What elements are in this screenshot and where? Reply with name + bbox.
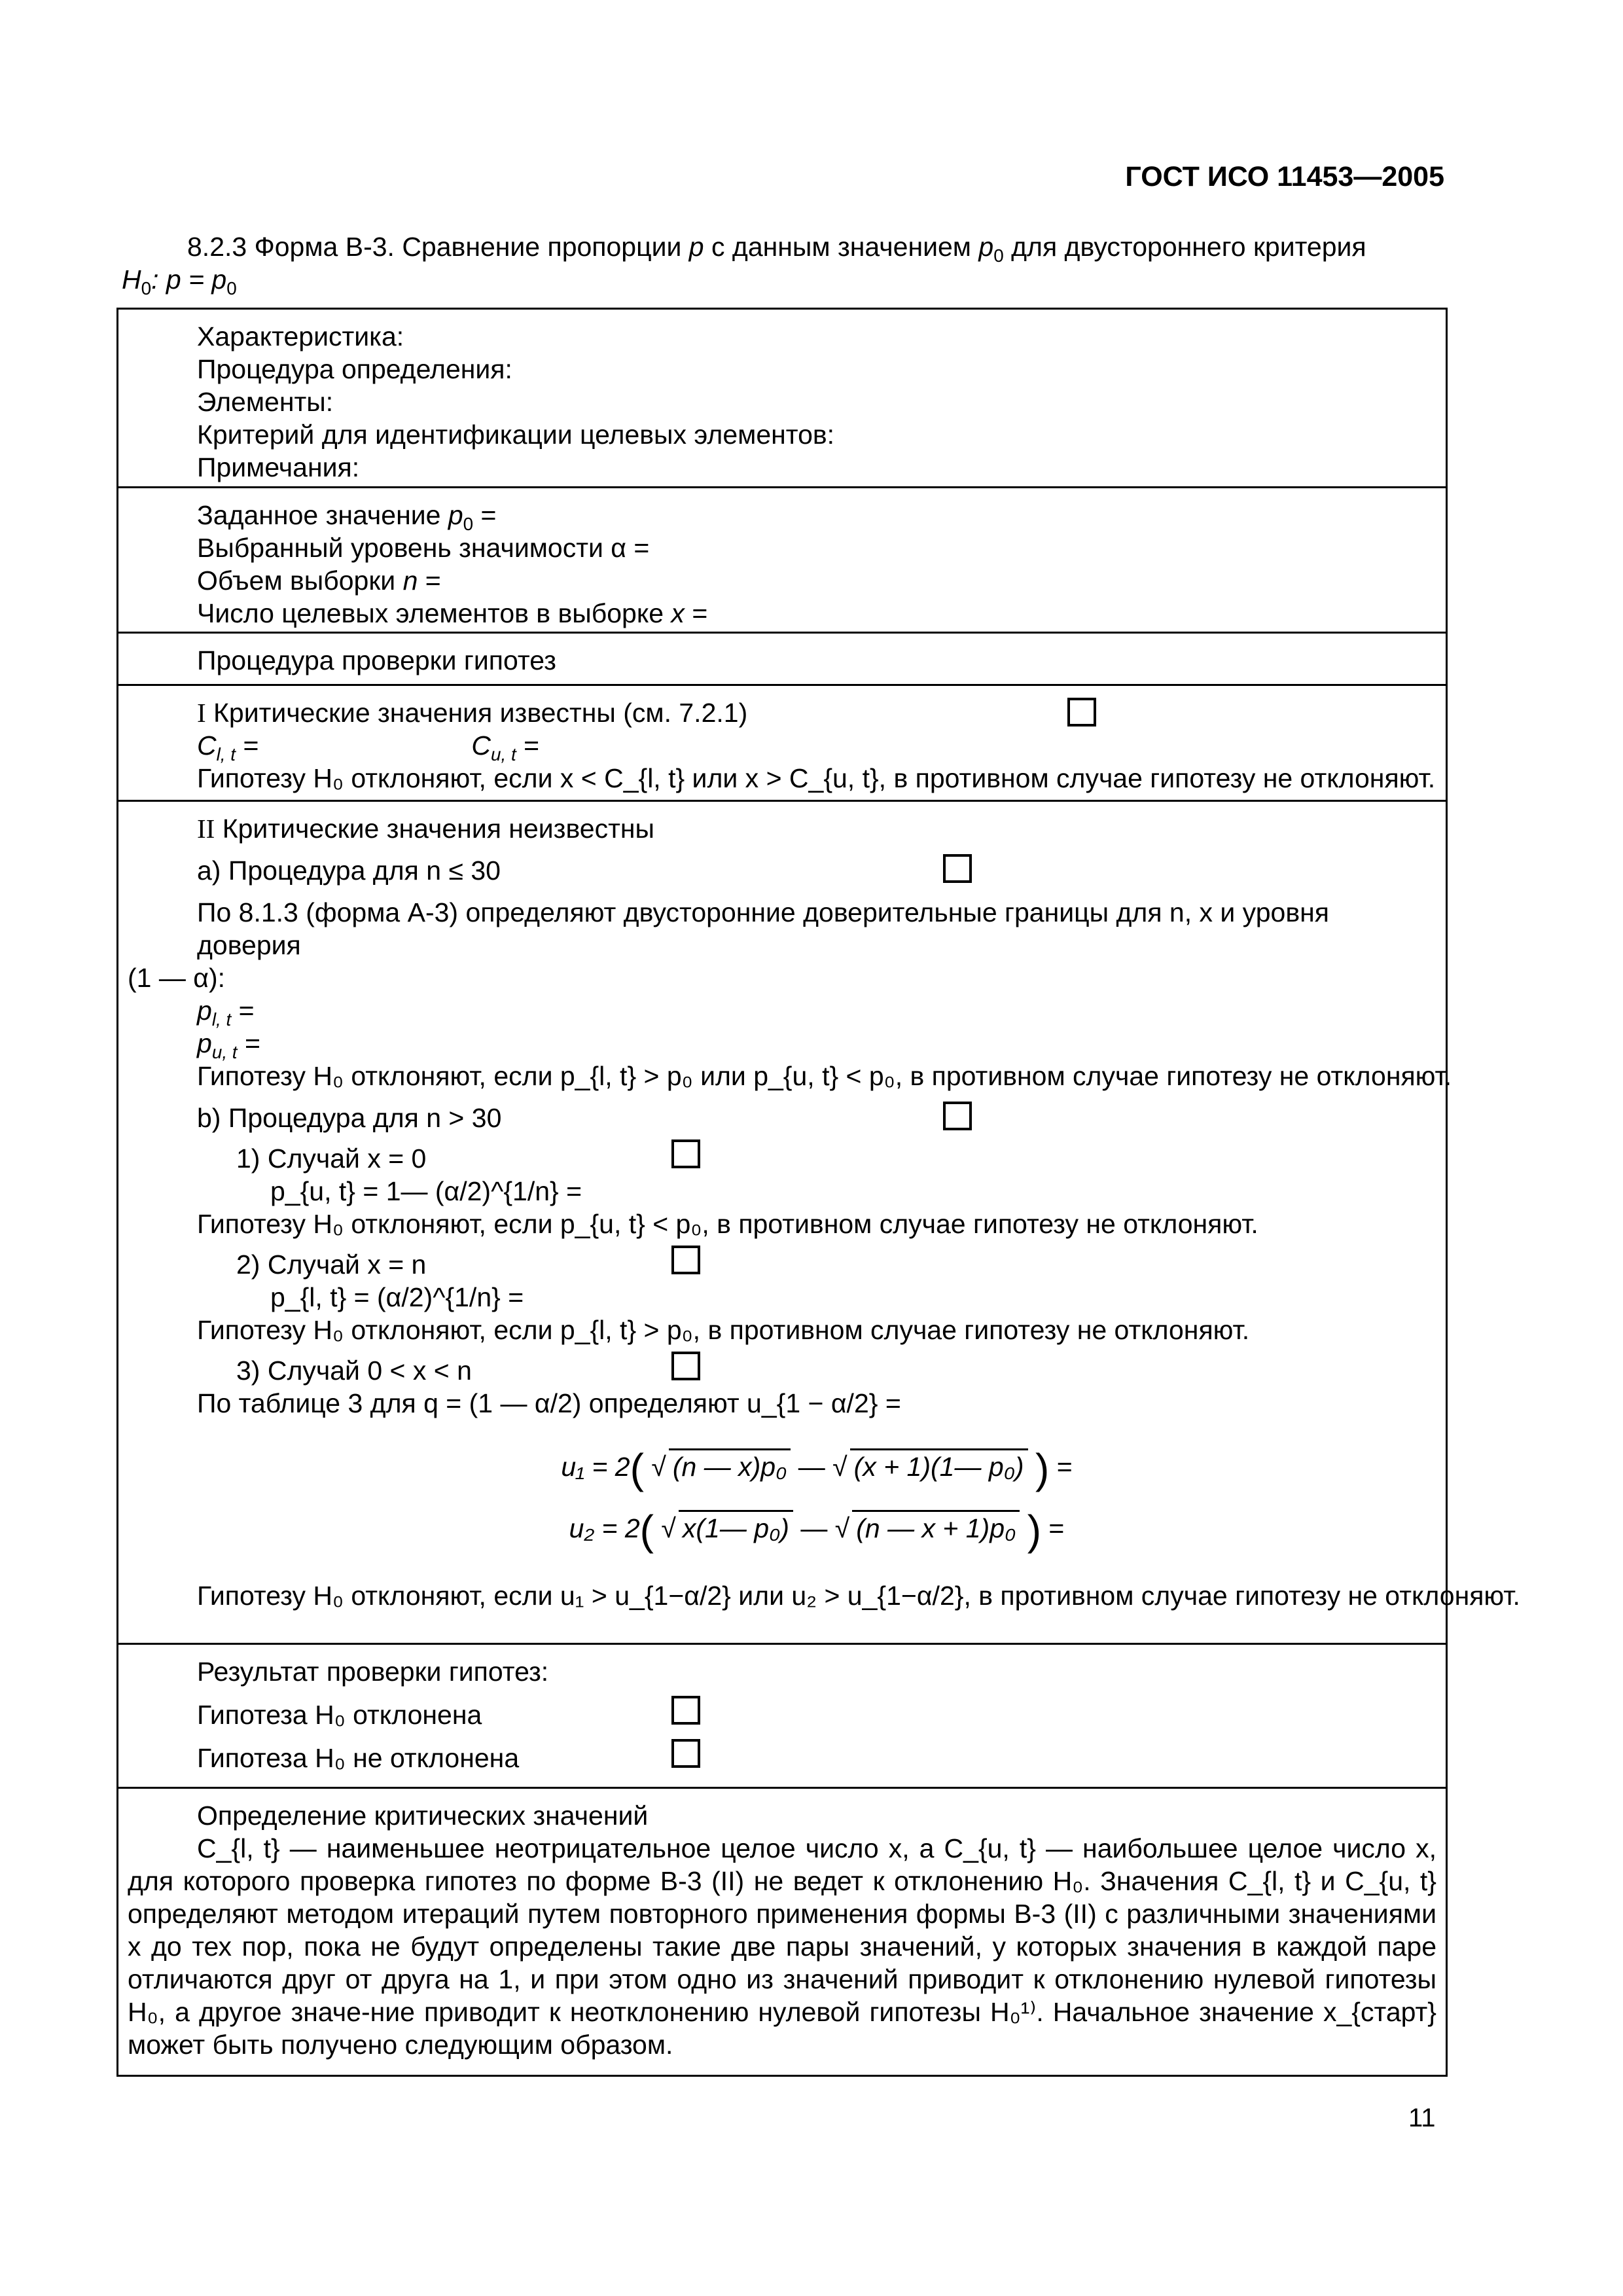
paren-close: ) [1027,1507,1041,1554]
eq2-term2: (n — x + 1)p₀ [852,1510,1020,1545]
sub-lt: l, t [216,744,236,765]
section-characteristics [118,310,1446,486]
var-p: p [448,500,463,530]
case-3-text: По таблице 3 для q = (1 — α/2) определяют u_{1 − α/2} = [197,1388,901,1419]
var-x: x [671,598,685,629]
section-procedure-title [118,632,1446,684]
roman-numeral: II [197,814,215,844]
case-1-checkbox[interactable] [671,1139,700,1168]
eq-sign: = [236,730,259,761]
eq-sign: = [684,598,708,629]
eq1-lhs: u₁ = 2 [561,1452,630,1482]
sub-lt: l, t [211,1009,232,1030]
definition-text: C_{l, t} — наименьшее неотрицательное целое число x, а C_{u, t} — наибольшее целое число x, для которого проверка гипотез по форме В-3 (II) не ведет к отклонению H₀. Значения C_{l, t} и C_{u, t} определяют методом итераций путем повторного применения формы В-3 (II) с различными значениями x до тех пор, пока не будут определены такие две пары значений, у которых значения в каждой паре отличаются друг от друга на 1, и при этом одно из значений приводит к отклонению нулевой гипотезы H₀, а другое значе-ние приводит к неотклонению нулевой гипотезы H₀¹⁾. Начальное значение x_{старт} может быть получено следующим образом. [128,1833,1436,2060]
procedure-a-label: a) Процедура для n ≤ 30 [197,855,501,886]
eq2-lhs: u₂ = 2 [569,1513,640,1544]
intro-line [122,230,1447,266]
eq1-operator: — [798,1452,833,1482]
sqrt-icon: √ [661,1513,676,1544]
procedure-b-line [197,1102,1436,1134]
sub-0: 0 [993,245,1004,266]
procedure-a-text: По 8.1.3 (форма А-3) определяют двусторонние доверительные границы для n, x и уровня доверия [197,897,1329,961]
unknown-values-title: Критические значения неизвестны [215,814,654,844]
case-1-label: 1) Случай x = 0 [236,1143,427,1174]
intro-text-mid: с данным значением [704,232,979,262]
form-table [116,308,1520,2077]
eq2-term1: x(1— p₀) [679,1510,793,1545]
var-c-upper: C [471,730,491,761]
target-count-line [197,597,1436,630]
section-unknown-values [118,800,1520,1643]
var-p: p [688,232,704,262]
elements-label: Элементы: [197,387,334,418]
case-1-rule: Гипотезу H₀ отклоняют, если p_{u, t} < p₀, в противном случае гипотезу не отклоняют. [197,1209,1258,1240]
confidence-level-text: (1 — α): [128,963,225,994]
rejected-checkbox[interactable] [671,1696,700,1725]
p-upper-line [197,1027,1436,1063]
result-rejected-label: Гипотеза H₀ отклонена [197,1700,482,1731]
case-3-label: 3) Случай 0 < x < n [236,1355,472,1386]
eq2-operator: — [800,1513,835,1544]
case-2-label: 2) Случай x = n [236,1249,427,1280]
result-rejected-line [197,1698,1436,1731]
procedure-b-checkbox[interactable] [943,1102,972,1130]
eq-sign: = [237,1028,260,1059]
case-2-rule: Гипотезу H₀ отклоняют, если p_{l, t} > p₀, в противном случае гипотезу не отклоняют. [197,1315,1250,1346]
paren-open: ( [630,1445,644,1493]
var-p0: p [978,232,994,262]
sub-0: 0 [463,514,474,535]
criterion-label: Критерий для идентификации целевых элементов: [197,420,835,450]
eq2-end: = [1041,1513,1065,1544]
procedure-b-label: b) Процедура для n > 30 [197,1103,502,1134]
section-intro [122,230,1447,299]
intro-text-suffix: для двустороннего критерия [1003,232,1366,262]
case-3-rule: Гипотезу H₀ отклоняют, если u₁ > u_{1−α/2} или u₂ > u_{1−α/2}, в противном случае гипотезу не отклоняют. [197,1581,1520,1611]
procedure-a-rule: Гипотезу H₀ отклоняют, если p_{l, t} > p₀ или p_{u, t} < p₀, в противном случае гипотезу не отклоняют. [197,1061,1452,1092]
eq1-term1: (n — x)p₀ [669,1448,791,1483]
var-p: p [197,996,212,1026]
var-n: n [402,565,418,596]
eq1-term2: (x + 1)(1— p₀) [850,1448,1028,1483]
hyp-rest: : p = p [151,264,227,295]
paren-open: ( [639,1507,654,1554]
significance-line: Выбранный уровень значимости α = [197,533,650,564]
document-code: ГОСТ ИСО 11453—2005 [1125,161,1444,192]
eq-sign: = [231,996,255,1026]
var-p: p [197,1028,212,1059]
sub-ut: u, t [491,744,516,765]
sqrt-icon: √ [834,1513,850,1544]
not-rejected-checkbox[interactable] [671,1739,700,1768]
eq1-end: = [1049,1452,1073,1482]
given-value-line [197,499,1436,535]
given-value-text: Заданное значение [197,500,448,530]
known-values-rule: Гипотезу H₀ отклоняют, если x < C_{l, t} или x > C_{u, t}, в противном случае гипотезу не отклоняют. [197,763,1436,794]
equation-u2 [197,1505,1436,1556]
roman-numeral: I [197,698,206,728]
page-number: 11 [1408,2104,1436,2132]
procedure-a-line [197,854,1436,887]
var-c-lower: C [197,730,217,761]
known-values-checkbox[interactable] [1067,698,1096,726]
sub-h: 0 [141,278,152,299]
sub-p0: 0 [226,278,237,299]
var-h: H [122,264,141,295]
result-not-rejected-label: Гипотеза H₀ не отклонена [197,1743,520,1774]
unknown-values-line [197,812,1436,845]
result-title: Результат проверки гипотез: [197,1657,549,1687]
sub-ut: u, t [211,1042,238,1063]
case-2-checkbox[interactable] [671,1246,700,1274]
notes-label: Примечания: [197,452,360,483]
p-lower-line [197,994,1436,1030]
section-inputs [118,486,1446,632]
case-2-line [197,1248,1436,1281]
section-critical-values-definition [118,1787,1446,2075]
sqrt-icon: √ [832,1452,847,1482]
known-values-line [197,696,1436,729]
case-1-formula: p_{u, t} = 1— (α/2)^{1/n} = [270,1176,582,1207]
equation-u1 [197,1443,1436,1494]
section-known-values [118,684,1446,800]
critical-values-line [197,729,1436,765]
case-1-line [197,1142,1436,1175]
definition-title: Определение критических значений [197,1801,649,1831]
eq-sign: = [516,730,540,761]
sample-size-line [197,564,1436,597]
case-3-line [197,1354,1436,1387]
procedure-title: Процедура проверки гипотез [197,645,556,675]
equations [197,1420,1436,1579]
paren-close: ) [1035,1445,1050,1493]
procedure-a-checkbox[interactable] [943,854,972,883]
case-2-formula: p_{l, t} = (α/2)^{1/n} = [270,1282,524,1313]
section-result [118,1643,1446,1787]
sqrt-icon: √ [651,1452,666,1482]
case-3-checkbox[interactable] [671,1352,700,1380]
eq-sign: = [473,500,497,530]
intro-text: 8.2.3 Форма В-3. Сравнение пропорции [187,232,689,262]
result-not-rejected-line [197,1742,1436,1774]
eq-sign: = [418,565,441,596]
known-values-title: Критические значения известны (см. 7.2.1) [205,698,748,728]
procedure-label: Процедура определения: [197,354,512,385]
hypothesis-line [122,263,1447,299]
sample-size-text: Объем выборки [197,565,403,596]
target-count-text: Число целевых элементов в выборке [197,598,671,629]
characteristic-label: Характеристика: [197,321,404,351]
